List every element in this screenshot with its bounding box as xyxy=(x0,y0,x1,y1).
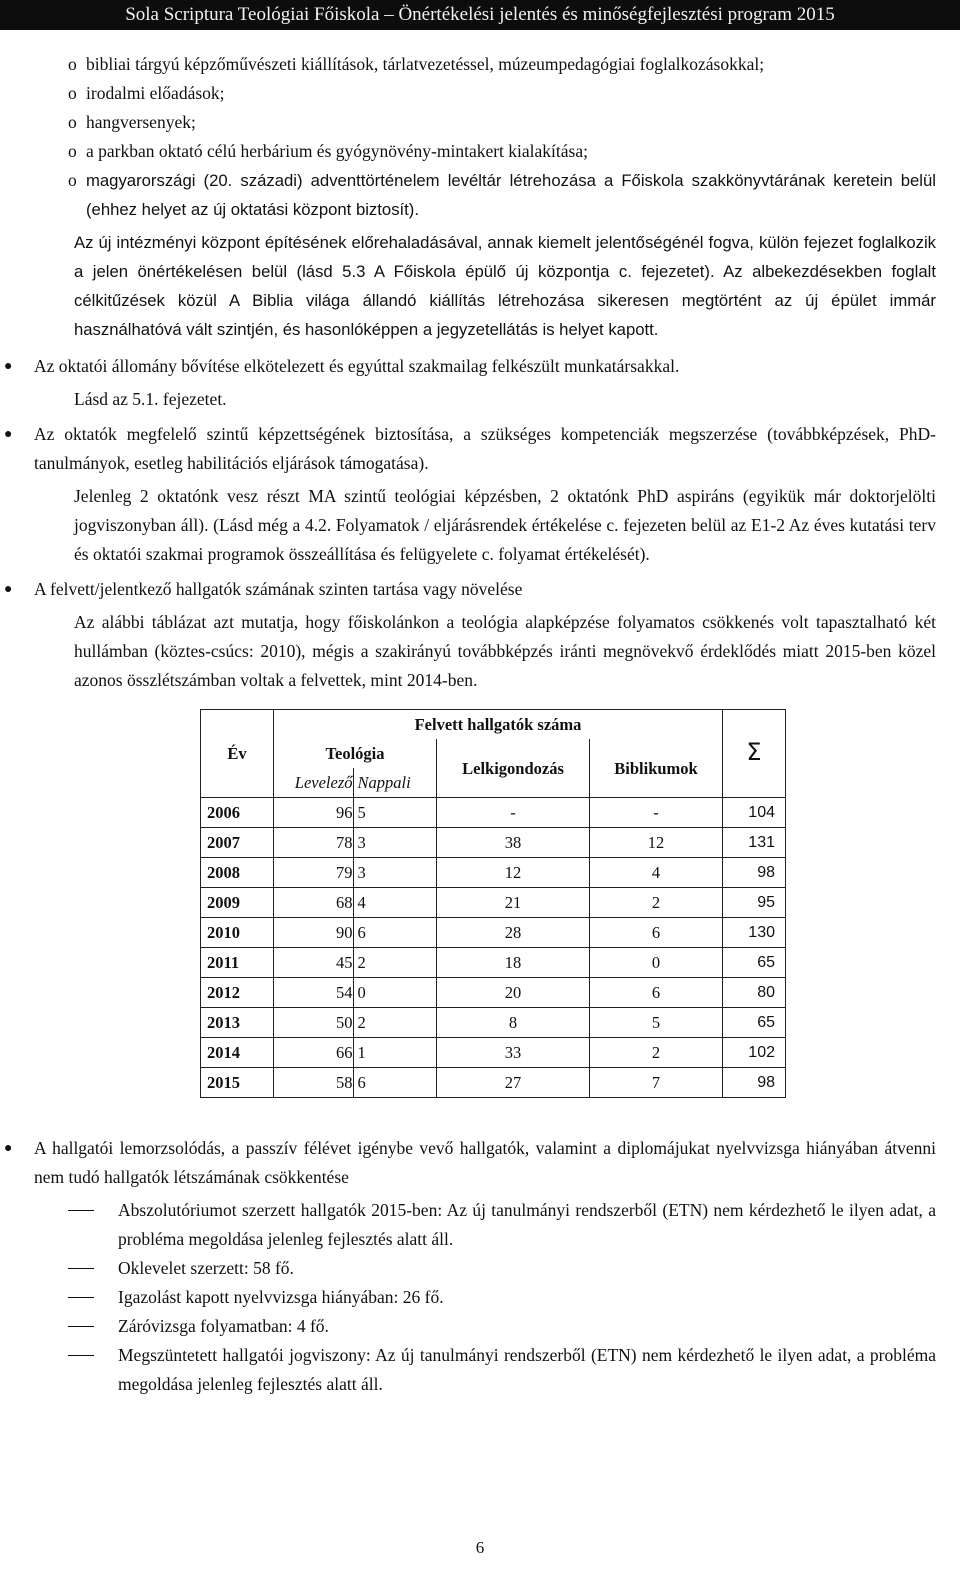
bullet-icon: ● xyxy=(4,1141,13,1156)
cell-biblikum: 6 xyxy=(590,978,723,1008)
page-number: 6 xyxy=(475,1538,485,1557)
cell-nappali: 1 xyxy=(353,1038,427,1067)
list-item-text: hangversenyek; xyxy=(86,112,196,132)
cell-lelki: 8 xyxy=(437,1008,590,1038)
cell-biblikum: 4 xyxy=(590,858,723,888)
running-header: Sola Scriptura Teológiai Főiskola – Önértékelési jelentés és minőségfejlesztési program 2015 xyxy=(0,0,960,30)
cell-nappali: 3 xyxy=(353,858,427,887)
cell-teologia xyxy=(274,858,437,888)
bullet-text: A hallgatói lemorzsolódás, a passzív félévet igénybe vevő hallgatók, valamint a diplomájukat nyelvvizsga hiányában átvenni nem tudó hallgatók létszámának csökkentése xyxy=(34,1138,936,1187)
cell-teologia xyxy=(274,798,437,828)
col-header-nappali: Nappali xyxy=(353,768,427,797)
cell-lelki: - xyxy=(437,798,590,828)
cell-lelki: 18 xyxy=(437,948,590,978)
bullet-item xyxy=(4,575,936,604)
list-item-text: irodalmi előadások; xyxy=(86,83,225,103)
cell-year: 2013 xyxy=(201,1008,274,1038)
table-row xyxy=(201,918,786,948)
col-header-teologia: Teológia xyxy=(274,739,437,768)
table-row xyxy=(201,948,786,978)
list-item-text: Megszüntetett hallgatói jogviszony: Az új tanulmányi rendszerből (ETN) nem kérdezhető le ilyen adat, a probléma megoldása jelenleg fejlesztés alatt áll. xyxy=(118,1345,936,1394)
list-item xyxy=(68,1196,936,1254)
table-row xyxy=(201,1068,786,1098)
cell-nappali: 0 xyxy=(353,978,427,1007)
list-marker: o xyxy=(68,170,77,190)
bullet-text: Az oktatók megfelelő szintű képzettségének biztosítása, a szükséges kompetenciák megszerzése (továbbképzések, PhD-tanulmányok, esetleg habilitációs eljárások támogatása). xyxy=(34,424,936,473)
cell-year: 2010 xyxy=(201,918,274,948)
cell-teologia xyxy=(274,1068,437,1098)
cell-teologia xyxy=(274,1038,437,1068)
cell-lelki: 20 xyxy=(437,978,590,1008)
cell-levelezo: 90 xyxy=(336,923,353,942)
list-item xyxy=(68,79,936,108)
dash-icon xyxy=(68,1210,94,1211)
cell-levelezo: 79 xyxy=(336,863,353,882)
col-header-biblikum: Biblikumok xyxy=(590,739,723,798)
list-item xyxy=(68,50,936,79)
cell-sum: 98 xyxy=(723,1068,786,1098)
list-marker: o xyxy=(68,141,77,161)
dash-icon xyxy=(68,1297,94,1298)
col-header-lelki: Lelkigondozás xyxy=(437,739,590,798)
list-marker: o xyxy=(68,112,77,132)
cell-year: 2007 xyxy=(201,828,274,858)
cell-teologia xyxy=(274,948,437,978)
dash-icon xyxy=(68,1326,94,1327)
bullet-icon: ● xyxy=(4,582,13,597)
cell-nappali: 6 xyxy=(353,1068,427,1097)
cell-lelki: 27 xyxy=(437,1068,590,1098)
table-row xyxy=(201,1038,786,1068)
cell-nappali: 5 xyxy=(353,798,427,827)
list-item-text: bibliai tárgyú képzőművészeti kiállítások, tárlatvezetéssel, múzeumpedagógiai foglalkozásokkal; xyxy=(86,54,765,74)
list-item xyxy=(68,137,936,166)
bullet-text: A felvett/jelentkező hallgatók számának szinten tartása vagy növelése xyxy=(34,579,523,599)
bullet-item xyxy=(4,1134,936,1192)
cell-sum: 130 xyxy=(723,918,786,948)
bullet-subtext: Jelenleg 2 oktatónk vesz részt MA szintű teológiai képzésben, 2 oktatónk PhD aspiráns (egyikük már doktorjelölti jogviszonyban áll). (Lásd még a 4.2. Folyamatok / eljárásrendek értékelése c. fejezeten belül az E1-2 Az éves kutatási terv és oktatói szakmai programok összeállítása és felügyelete c. folyamat értékelését). xyxy=(74,486,936,564)
cell-lelki: 33 xyxy=(437,1038,590,1068)
cell-teologia xyxy=(274,888,437,918)
paragraph-center: Az új intézményi központ építésének előrehaladásával, annak kiemelt jelentőségénél fogva, külön fejezet foglalkozik a jelen önértékelésen belül (lásd 5.3 A Főiskola épülő új központja c. fejezetet). Az albekezdésekben foglalt célkitűzések közül A Biblia világa állandó kiállítás létrehozása sikeresen megtörtént az új épület immár használhatóvá vált szintjén, és hasonlóképpen a jegyzetellátás is helyet kapott. xyxy=(74,233,936,339)
cell-levelezo: 45 xyxy=(336,953,353,972)
list-item xyxy=(68,1341,936,1399)
cell-lelki: 28 xyxy=(437,918,590,948)
cell-teologia xyxy=(274,978,437,1008)
page-body xyxy=(4,50,936,1399)
cell-teologia xyxy=(274,918,437,948)
bullet-icon: ● xyxy=(4,427,13,442)
table-row xyxy=(201,858,786,888)
list-item-text: Abszolutóriumot szerzett hallgatók 2015-ben: Az új tanulmányi rendszerből (ETN) nem kérdezhető le ilyen adat, a probléma megoldása jelenleg fejlesztés alatt áll. xyxy=(118,1200,936,1249)
bullet-subtext: Lásd az 5.1. fejezetet. xyxy=(74,389,227,409)
cell-biblikum: 12 xyxy=(590,828,723,858)
cell-levelezo: 78 xyxy=(336,833,353,852)
list-marker: o xyxy=(68,54,77,74)
goal-sublist xyxy=(68,50,936,224)
cell-sum: 95 xyxy=(723,888,786,918)
list-item-text: magyarországi (20. századi) adventtörténelem levéltár létrehozása a Főiskola szakkönyvtárának keretein belül (ehhez helyet az új oktatási központ biztosít). xyxy=(86,171,936,219)
list-item xyxy=(68,108,936,137)
cell-year: 2011 xyxy=(201,948,274,978)
col-header-sum xyxy=(723,710,786,798)
cell-nappali: 3 xyxy=(353,828,427,857)
cell-nappali: 2 xyxy=(353,948,427,977)
cell-year: 2008 xyxy=(201,858,274,888)
cell-year: 2012 xyxy=(201,978,274,1008)
cell-year: 2014 xyxy=(201,1038,274,1068)
bullet-text: Az oktatói állomány bővítése elkötelezett és egyúttal szakmailag felkészült munkatársakkal. xyxy=(34,356,680,376)
group-header: Felvett hallgatók száma xyxy=(274,710,723,740)
table-row xyxy=(201,888,786,918)
list-item-text: Záróvizsga folyamatban: 4 fő. xyxy=(118,1316,329,1336)
cell-teologia xyxy=(274,828,437,858)
cell-lelki: 38 xyxy=(437,828,590,858)
list-marker: o xyxy=(68,83,77,103)
cell-lelki: 21 xyxy=(437,888,590,918)
cell-levelezo: 68 xyxy=(336,893,353,912)
cell-nappali: 2 xyxy=(353,1008,427,1037)
cell-teologia xyxy=(274,1008,437,1038)
cell-sum: 104 xyxy=(723,798,786,828)
list-item xyxy=(68,166,936,224)
dash-icon xyxy=(68,1268,94,1269)
col-subheader xyxy=(274,768,437,798)
list-item xyxy=(68,1283,936,1312)
cell-year: 2006 xyxy=(201,798,274,828)
dash-icon xyxy=(68,1355,94,1356)
table-row xyxy=(201,798,786,828)
cell-sum: 65 xyxy=(723,948,786,978)
cell-biblikum: 0 xyxy=(590,948,723,978)
cell-sum: 98 xyxy=(723,858,786,888)
list-item-text: a parkban oktató célú herbárium és gyógynövény-mintakert kialakítása; xyxy=(86,141,588,161)
table-row xyxy=(201,978,786,1008)
cell-nappali: 4 xyxy=(353,888,427,917)
dash-list xyxy=(68,1196,936,1399)
cell-biblikum: 7 xyxy=(590,1068,723,1098)
cell-biblikum: 2 xyxy=(590,1038,723,1068)
cell-year: 2009 xyxy=(201,888,274,918)
cell-sum: 102 xyxy=(723,1038,786,1068)
table-row xyxy=(201,828,786,858)
bullet-item xyxy=(4,420,936,478)
table-row xyxy=(201,1008,786,1038)
cell-levelezo: 58 xyxy=(336,1073,353,1092)
cell-biblikum: 6 xyxy=(590,918,723,948)
cell-lelki: 12 xyxy=(437,858,590,888)
cell-levelezo: 66 xyxy=(336,1043,353,1062)
bullet-icon: ● xyxy=(4,359,13,374)
cell-sum: 131 xyxy=(723,828,786,858)
cell-levelezo: 50 xyxy=(336,1013,353,1032)
cell-biblikum: - xyxy=(590,798,723,828)
bullet-subtext: Az alábbi táblázat azt mutatja, hogy főiskolánkon a teológia alapképzése folyamatos csökkenés volt tapasztalható két hullámban (köztes-csúcs: 2010), mégis a szakirányú továbbképzés iránti megnövekvő érdeklődés miatt 2015-ben közel azonos összlétszámban voltak a felvettek, mint 2014-ben. xyxy=(74,612,936,690)
cell-biblikum: 2 xyxy=(590,888,723,918)
cell-biblikum: 5 xyxy=(590,1008,723,1038)
cell-sum: 65 xyxy=(723,1008,786,1038)
cell-sum: 80 xyxy=(723,978,786,1008)
list-item xyxy=(68,1254,936,1283)
col-header-year: Év xyxy=(201,710,274,798)
list-item xyxy=(68,1312,936,1341)
cell-year: 2015 xyxy=(201,1068,274,1098)
sigma-symbol: Σ xyxy=(746,738,762,766)
admissions-table xyxy=(200,709,786,1098)
cell-nappali: 6 xyxy=(353,918,427,947)
list-item-text: Igazolást kapott nyelvvizsga hiányában: 26 fő. xyxy=(118,1287,444,1307)
bullet-item xyxy=(4,352,936,381)
cell-levelezo: 54 xyxy=(336,983,353,1002)
list-item-text: Oklevelet szerzett: 58 fő. xyxy=(118,1258,294,1278)
cell-levelezo: 96 xyxy=(336,803,353,822)
col-header-levelezo: Levelező xyxy=(294,773,353,792)
